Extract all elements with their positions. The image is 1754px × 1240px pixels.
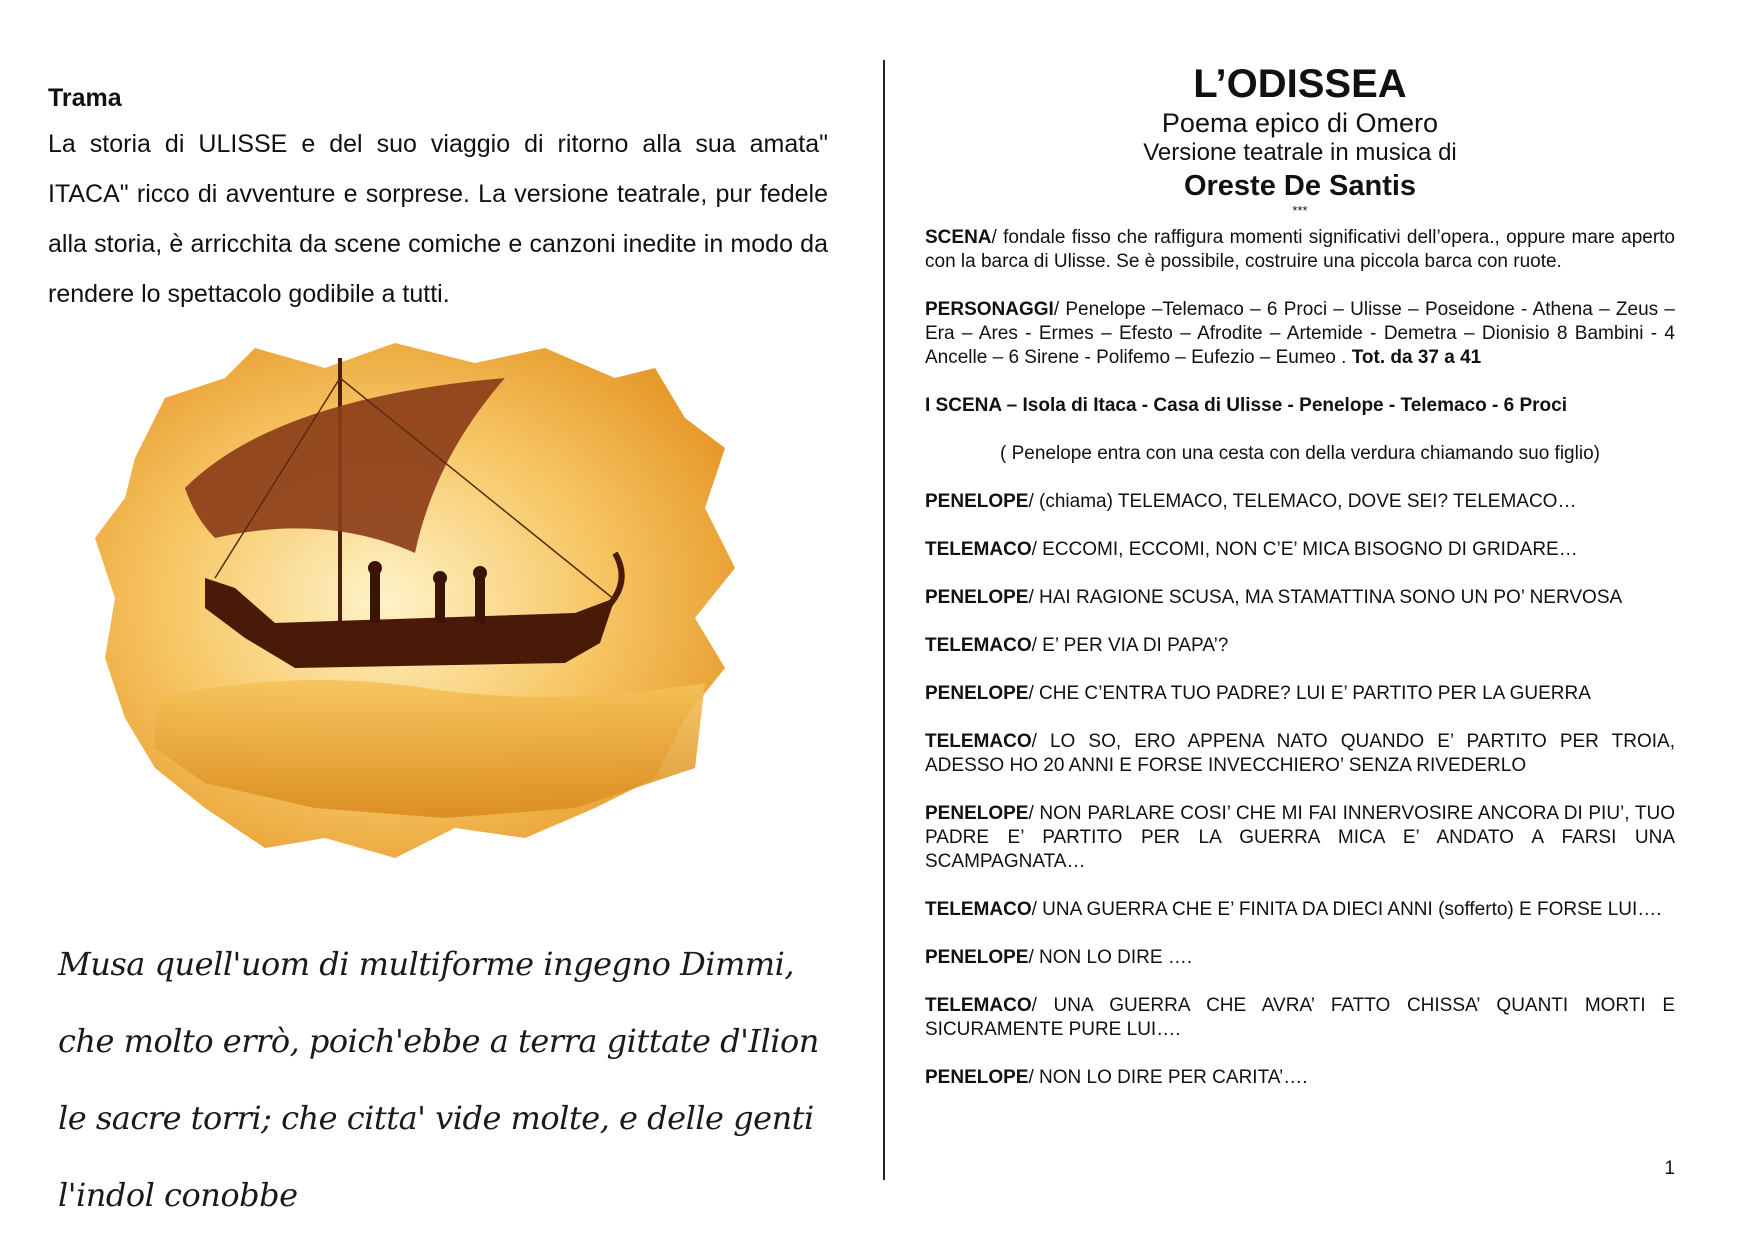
personaggi-paragraph	[925, 298, 1675, 370]
dialogue-line	[925, 538, 1675, 562]
scena-label: SCENA	[925, 227, 992, 248]
trama-body: La storia di ULISSE e del suo viaggio di ritorno alla sua amata" ITACA" ricco di avventure e sorprese. La versione teatrale, pur fedele alla storia, è arricchita da scene comiche e canzoni inedite in modo da rendere lo spettacolo godibile a tutti.	[48, 130, 828, 308]
subtitle: Poema epico di Omero	[1161, 108, 1439, 138]
dialogue-line	[925, 634, 1675, 658]
author: Oreste De Santis	[1183, 170, 1417, 202]
speaker-name: TELEMACO	[925, 635, 1032, 656]
epic-quote: Musa quell'uom di multiforme ingegno Dimmi, che molto errò, poich'ebbe a terra gittate d'Ilion le sacre torri; che citta' vide molte, e delle genti l'indol conobbe	[58, 945, 819, 1214]
speaker-name: TELEMACO	[925, 539, 1032, 560]
dialogue	[925, 490, 1675, 1090]
dialogue-line	[925, 730, 1675, 778]
left-page	[48, 84, 828, 319]
ship-illustration	[95, 338, 755, 878]
page-divider	[883, 60, 885, 1180]
speaker-name: PENELOPE	[925, 1067, 1029, 1088]
trama-heading: Trama	[48, 84, 122, 112]
stage-direction: ( Penelope entra con una cesta con della verdura chiamando suo figlio)	[1000, 443, 1600, 464]
play-title: L’ODISSEA	[1193, 62, 1407, 106]
speaker-name: PENELOPE	[925, 491, 1029, 512]
subtitle-2: Versione teatrale in musica di	[1143, 139, 1457, 166]
line-text: / ECCOMI, ECCOMI, NON C’E’ MICA BISOGNO DI GRIDARE…	[1031, 539, 1578, 560]
scena-paragraph	[925, 226, 1675, 274]
page-number: 1	[1664, 1158, 1675, 1179]
line-text: / CHE C’ENTRA TUO PADRE? LUI E’ PARTITO PER LA GUERRA	[1028, 683, 1591, 704]
line-text: / (chiama) TELEMACO, TELEMACO, DOVE SEI? TELEMACO…	[1028, 491, 1577, 512]
line-text: / NON LO DIRE ….	[1028, 947, 1193, 968]
personaggi-total: Tot. da 37 a 41	[1351, 347, 1482, 368]
line-text: / LO SO, ERO APPENA NATO QUANDO E’ PARTITO PER TROIA, ADESSO HO 20 ANNI E FORSE INVECCHIERO’ SENZA RIVEDERLO	[925, 731, 1675, 776]
line-text: / UNA GUERRA CHE AVRA’ FATTO CHISSA’ QUANTI MORTI E SICURAMENTE PURE LUI….	[925, 995, 1675, 1040]
speaker-name: TELEMACO	[925, 899, 1032, 920]
line-text: / NON PARLARE COSI’ CHE MI FAI INNERVOSIRE ANCORA DI PIU’, TUO PADRE E’ PARTITO PER LA GUERRA MICA E’ ANDATO A FARSI UNA SCAMPAGNATA…	[925, 803, 1675, 872]
dialogue-line	[925, 1066, 1675, 1090]
speaker-name: PENELOPE	[925, 803, 1029, 824]
line-text: / HAI RAGIONE SCUSA, MA STAMATTINA SONO UN PO’ NERVOSA	[1028, 587, 1623, 608]
line-text: / UNA GUERRA CHE E’ FINITA DA DIECI ANNI (sofferto) E FORSE LUI….	[1031, 899, 1662, 920]
line-text: / NON LO DIRE PER CARITA’….	[1028, 1067, 1308, 1088]
dialogue-line	[925, 994, 1675, 1042]
personaggi-text: / Penelope –Telemaco – 6 Proci – Ulisse – Poseidone - Athena – Zeus – Era – Ares - Ermes – Efesto – Afrodite – Artemide - Demetra – Dionisio 8 Bambini - 4 Ancelle – 6 Sirene - Polifemo – Eufezio – Eumeo .	[925, 299, 1675, 368]
speaker-name: TELEMACO	[925, 731, 1032, 752]
right-page	[925, 60, 1675, 1180]
dialogue-line	[925, 898, 1675, 922]
scena-text: / fondale fisso che raffigura momenti significativi dell’opera., oppure mare aperto con la barca di Ulisse. Se è possibile, costruire una piccola barca con ruote.	[925, 227, 1675, 272]
personaggi-label: PERSONAGGI	[925, 299, 1054, 320]
scene-heading: I SCENA – Isola di Itaca - Casa di Ulisse - Penelope - Telemaco - 6 Proci	[925, 395, 1567, 416]
speaker-name: PENELOPE	[925, 683, 1029, 704]
dialogue-line	[925, 490, 1675, 514]
speaker-name: PENELOPE	[925, 587, 1029, 608]
dialogue-line	[925, 682, 1675, 706]
dialogue-line	[925, 586, 1675, 610]
dialogue-line	[925, 802, 1675, 874]
separator-stars: ***	[1292, 203, 1308, 218]
dialogue-line	[925, 946, 1675, 970]
speaker-name: TELEMACO	[925, 995, 1032, 1016]
line-text: / E’ PER VIA DI PAPA’?	[1031, 635, 1229, 656]
speaker-name: PENELOPE	[925, 947, 1029, 968]
